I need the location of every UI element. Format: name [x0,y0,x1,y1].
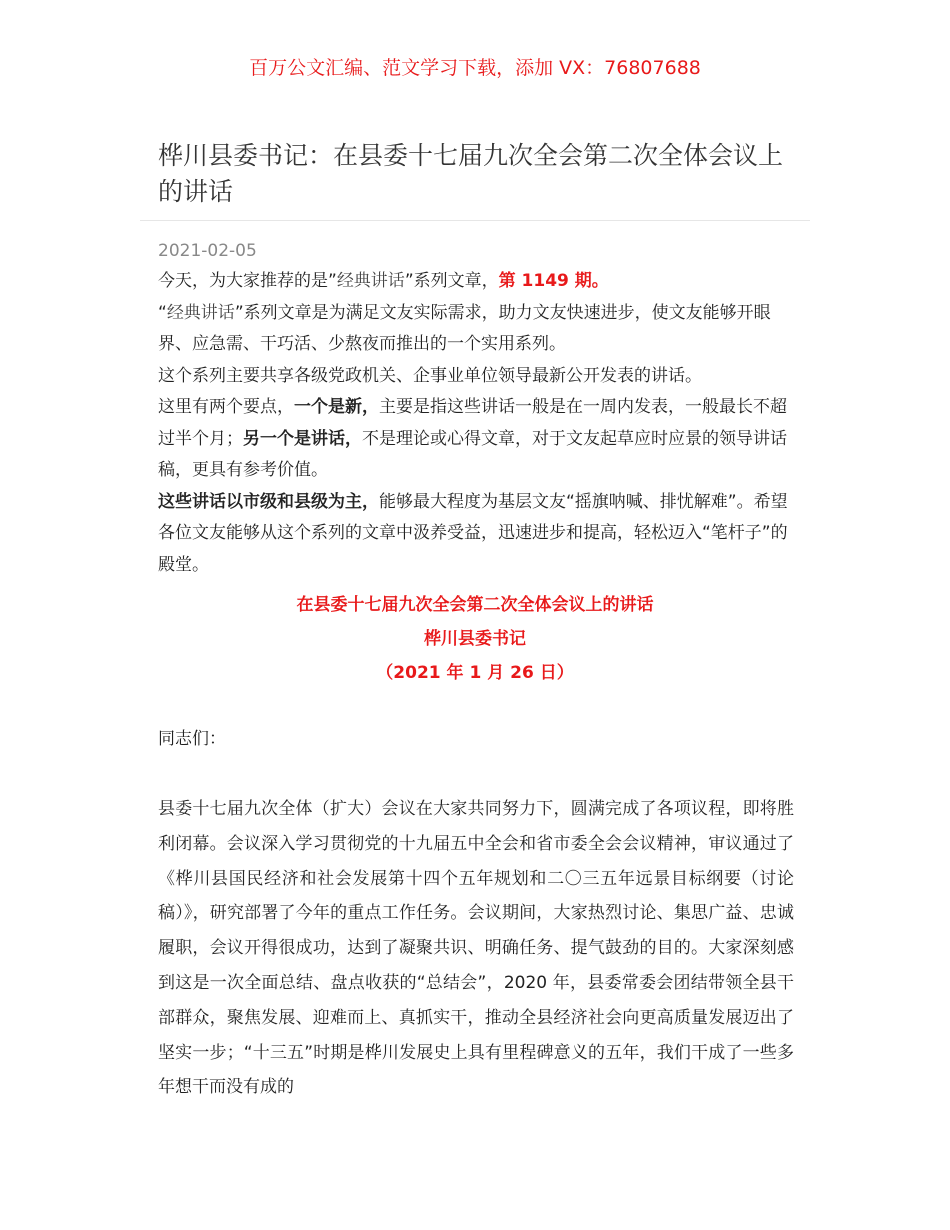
series-name: 经典讲话 [336,271,405,291]
intro-p2-rest: ”系列文章是为满足文友实际需求，助力文友快速进步，使文友能够开眼界、应急需、干巧活、少熬夜而推出的一个实用系列。 [158,302,771,354]
issue-number: 第 1149 期。 [498,271,609,291]
intro-paragraph-5 [158,487,798,582]
speech-heading [0,588,950,690]
intro-p4-b: 一个是新， [294,397,379,417]
salutation: 同志们： [158,729,226,749]
speech-title: 在县委十七届九次全会第二次全体会议上的讲话 [296,595,654,615]
intro-p5-a: 这些讲话以市级和县级为主， [158,491,379,512]
publish-date: 2021-02-05 [158,241,257,261]
intro-p4-a: 这里有两个要点， [158,397,294,417]
intro-paragraph-3: 这个系列主要共享各级党政机关、企事业单位领导最新公开发表的讲话。 [158,365,702,386]
intro-p4-e: 不是理论或心得文章，对于文友起草应时应景的领导讲话稿，更具有参考价值。 [158,428,787,480]
promo-banner: 百万公文汇编、范文学习下载，添加 VX：76807688 [249,57,701,79]
series-name-2: 经典讲话 [166,302,235,323]
article-title: 桦川县委书记：在县委十七届九次全会第二次全体会议上的讲话 [158,141,784,206]
intro-p1-prefix: 今天，为大家推荐的是” [158,271,337,291]
intro-p1-mid: ”系列文章， [404,271,499,291]
intro-p4-d: 另一个是讲话， [243,428,362,449]
intro-p5-b: 能够最大程度为基层文友“摇旗呐喊、排忧解难”。希望各位文友能够从这个系列的文章中汲养受益，迅速进步和提高，轻松迈入“笔杆子”的殿堂。 [158,491,788,575]
speech-body-paragraph: 县委十七届九次全体（扩大）会议在大家共同努力下，圆满完成了各项议程，即将胜利闭幕。会议深入学习贯彻党的十九届五中全会和省市委全会会议精神，审议通过了《桦川县国民经济和社会发展第十四个五年规划和二〇三五年远景目标纲要（讨论稿）》，研究部署了今年的重点工作任务。会议期间，大家热烈讨论、集思广益、忠诚履职，会议开得很成功，达到了凝聚共识、明确任务、提气鼓劲的目的。大家深刻感到这是一次全面总结、盘点收获的“总结会”，2020 年，县委常委会团结带领全县干部群众，聚焦发展、迎难而上、真抓实干，推动全县经济社会向更高质量发展迈出了坚实一步；“十三五”时期是桦川发展史上具有里程碑意义的五年，我们干成了一些多年想干而没有成的 [158,799,794,1098]
intro-paragraph-1 [158,266,798,298]
title-divider [140,220,810,221]
intro-p2-open: “ [158,302,167,323]
intro-section [158,266,798,581]
speech-speaker: 桦川县委书记 [424,629,526,649]
intro-paragraph-4 [158,392,798,487]
intro-paragraph-2 [158,298,798,361]
speech-date: （2021 年 1 月 26 日） [376,663,574,683]
intro-p4-c: 主要是指这些讲话一般是在一周内发表，一般最长不超过半个月； [158,397,787,449]
